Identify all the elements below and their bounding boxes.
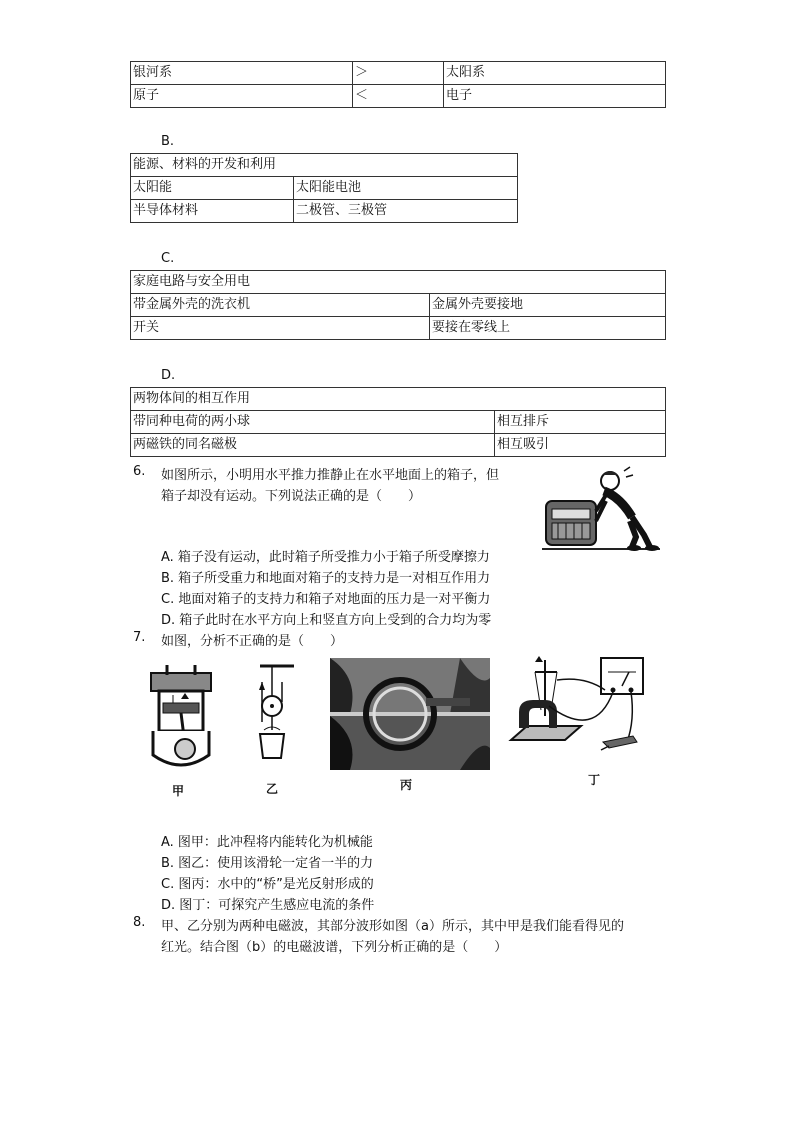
q7-number: 7. — [133, 630, 146, 645]
table-cell: 太阳系 — [444, 62, 666, 85]
q6-option-d: D. 箱子此时在水平方向上和竖直方向上受到的合力均为零 — [161, 613, 492, 628]
table-cell: 二极管、三极管 — [294, 200, 518, 223]
table-row — [131, 434, 666, 457]
option-c-label: C. — [161, 251, 175, 266]
q7-option-d: D. 图丁：可探究产生感应电流的条件 — [161, 898, 375, 913]
q7-bridge-reflection-photo — [330, 658, 490, 770]
q6-number: 6. — [133, 464, 146, 479]
q8-stem-line-2: 红光。结合图（b）的电磁波谱，下列分析正确的是（ ） — [161, 940, 508, 955]
q7-induction-setup-figure — [505, 650, 657, 760]
q7-caption-bing: 丙 — [400, 778, 413, 792]
table-cell: 太阳能 — [131, 177, 294, 200]
magnet-icon — [519, 700, 557, 728]
table-cell: 带金属外壳的洗衣机 — [131, 294, 430, 317]
option-a-table — [130, 61, 666, 108]
q8-stem-line-1: 甲、乙分别为两种电磁波，其部分波形如图（a）所示，其中甲是我们能看得见的 — [161, 919, 624, 934]
table-cell: 原子 — [131, 85, 353, 108]
q7-option-c: C. 图丙：水中的“桥”是光反射形成的 — [161, 877, 374, 892]
table-cell: ＞ — [353, 62, 444, 85]
option-b-table — [130, 153, 518, 223]
table-header: 家庭电路与安全用电 — [131, 271, 666, 294]
q6-stem-line-2: 箱子却没有运动。下列说法正确的是（ ） — [161, 489, 422, 504]
option-c-table — [130, 270, 666, 340]
table-header: 能源、材料的开发和利用 — [131, 154, 518, 177]
option-b-label: B. — [161, 134, 175, 149]
q6-pushing-box-figure — [540, 465, 662, 555]
table-cell: 开关 — [131, 317, 430, 340]
table-row — [131, 85, 666, 108]
bucket-icon — [260, 734, 284, 758]
q7-pulley-figure — [248, 662, 298, 772]
table-header: 两物体间的相互作用 — [131, 388, 666, 411]
table-cell: 太阳能电池 — [294, 177, 518, 200]
table-cell: 银河系 — [131, 62, 353, 85]
table-cell: 金属外壳要接地 — [430, 294, 666, 317]
q7-stem: 如图，分析不正确的是（ ） — [161, 634, 344, 649]
table-row — [131, 200, 518, 223]
table-cell: 带同种电荷的两小球 — [131, 411, 495, 434]
table-row — [131, 271, 666, 294]
table-cell: ＜ — [353, 85, 444, 108]
table-row — [131, 177, 518, 200]
q7-caption-yi: 乙 — [266, 782, 279, 796]
table-cell: 两磁铁的同名磁极 — [131, 434, 495, 457]
q7-engine-cylinder-figure — [145, 663, 217, 775]
table-row — [131, 317, 666, 340]
table-cell: 要接在零线上 — [430, 317, 666, 340]
q7-caption-ding: 丁 — [588, 773, 601, 787]
table-row — [131, 388, 666, 411]
table-row — [131, 411, 666, 434]
q6-option-b: B. 箱子所受重力和地面对箱子的支持力是一对相互作用力 — [161, 571, 491, 586]
table-row — [131, 62, 666, 85]
table-cell: 相互排斥 — [495, 411, 666, 434]
q6-option-c: C. 地面对箱子的支持力和箱子对地面的压力是一对平衡力 — [161, 592, 491, 607]
option-d-label: D. — [161, 368, 176, 383]
table-cell: 相互吸引 — [495, 434, 666, 457]
table-cell: 电子 — [444, 85, 666, 108]
q6-stem-line-1: 如图所示，小明用水平推力推静止在水平地面上的箱子，但 — [161, 468, 500, 483]
q7-option-b: B. 图乙：使用该滑轮一定省一半的力 — [161, 856, 374, 871]
q6-option-a: A. 箱子没有运动，此时箱子所受推力小于箱子所受摩擦力 — [161, 550, 490, 565]
table-row — [131, 154, 518, 177]
q8-number: 8. — [133, 915, 146, 930]
q7-option-a: A. 图甲：此冲程将内能转化为机械能 — [161, 835, 373, 850]
q7-caption-jia: 甲 — [172, 784, 185, 798]
option-d-table — [130, 387, 666, 457]
table-cell: 半导体材料 — [131, 200, 294, 223]
table-row — [131, 294, 666, 317]
